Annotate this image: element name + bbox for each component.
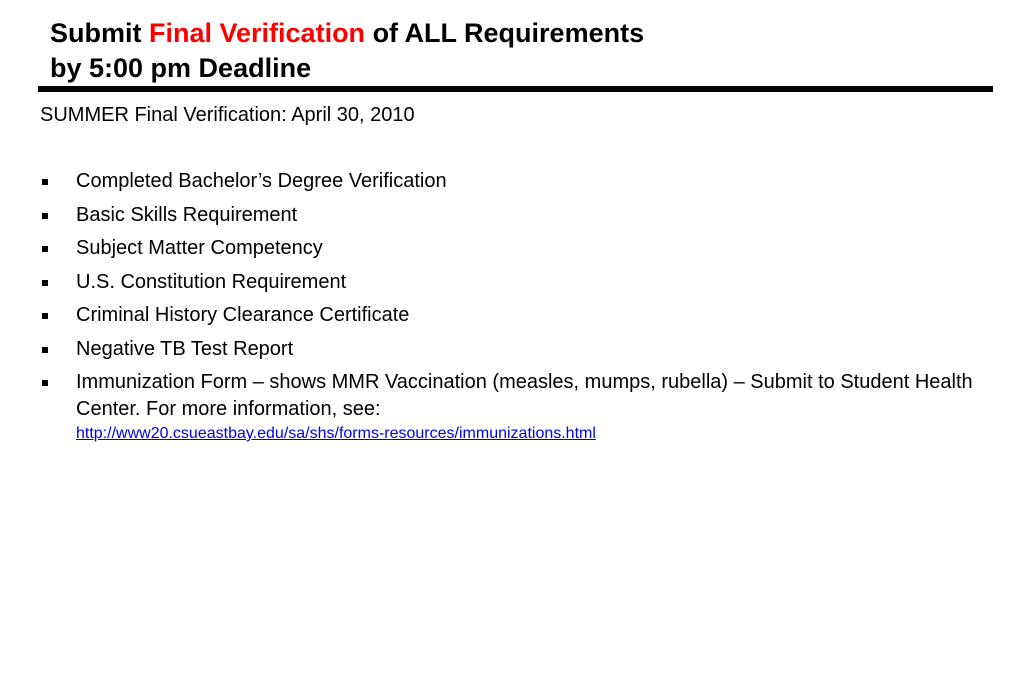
square-bullet-icon (42, 313, 48, 319)
list-item-text: Negative TB Test Report (76, 337, 294, 360)
list-item (40, 369, 990, 445)
list-item-text: Basic Skills Requirement (76, 203, 298, 226)
deadline-subtitle: SUMMER Final Verification: April 30, 2010 (40, 104, 415, 126)
immunizations-link[interactable]: http://www20.csueastbay.edu/sa/shs/forms-resources/immunizations.html (76, 425, 596, 442)
list-item-text: Immunization Form – shows MMR Vaccination (measles, mumps, rubella) – Submit to Student Health Center. For more information, see: (76, 371, 973, 420)
list-item (40, 269, 990, 296)
list-item (40, 235, 990, 262)
list-item (40, 336, 990, 363)
square-bullet-icon (42, 213, 48, 219)
square-bullet-icon (42, 246, 48, 252)
title-pre: Submit (50, 18, 149, 48)
list-item-text: Subject Matter Competency (76, 237, 323, 259)
title-underline (38, 86, 993, 92)
list-item-text: Completed Bachelor’s Degree Verification (76, 170, 447, 192)
square-bullet-icon (42, 380, 48, 386)
square-bullet-icon (42, 347, 48, 353)
list-item (40, 168, 990, 195)
title-post: of ALL Requirements (365, 18, 645, 48)
title-line-1 (50, 16, 644, 51)
list-item-text: Criminal History Clearance Certificate (76, 304, 410, 326)
slide-title (50, 16, 644, 86)
square-bullet-icon (42, 179, 48, 185)
title-line-2: by 5:00 pm Deadline (50, 53, 312, 83)
requirements-list (40, 168, 990, 452)
list-item (40, 302, 990, 329)
list-item-text: U.S. Constitution Requirement (76, 270, 347, 293)
list-item (40, 202, 990, 229)
title-accent: Final Verification (149, 18, 366, 48)
square-bullet-icon (42, 280, 48, 286)
